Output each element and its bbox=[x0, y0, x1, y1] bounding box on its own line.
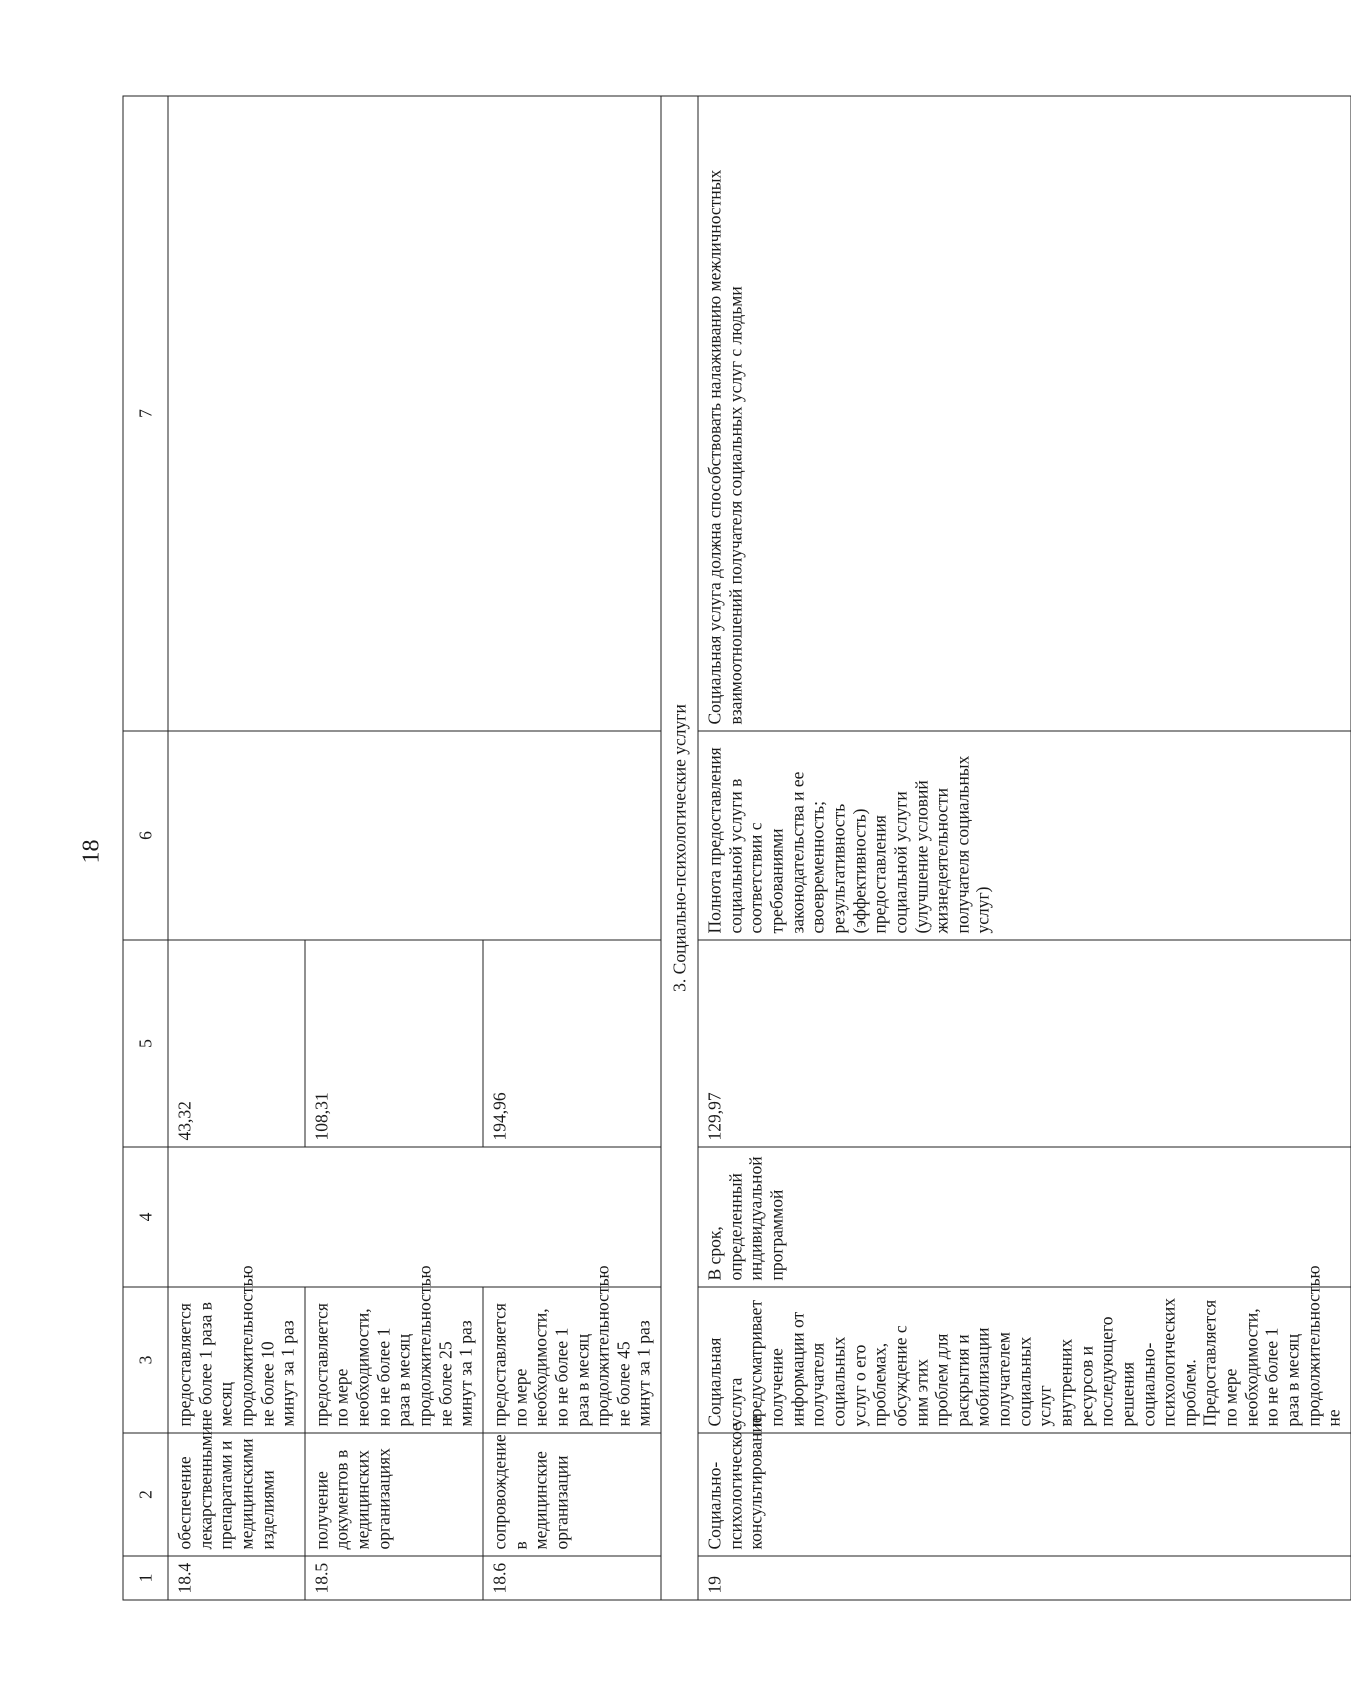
row-number: 18.4 bbox=[168, 1556, 305, 1600]
service-conditions: предоставляется не более 1 раза в месяц продолжительностью не более 10 минут за 1 раз bbox=[168, 1287, 305, 1433]
header-col-2: 2 bbox=[123, 1433, 168, 1556]
service-price: 194,96 bbox=[482, 940, 660, 1147]
header-col-3: 3 bbox=[123, 1287, 168, 1433]
header-col-1: 1 bbox=[123, 1556, 168, 1600]
service-conditions: Социальная услуга предусматривает получение информации от получателя социальных услуг о его проблемах, обсуждение с ним этих проблем для раскрытия и мобилизации получателем социальных услуг внутренних ресурсов и последующего решения социально-психологических проблем. Предоставляется по мере необходимости, но не более 1 раза в месяц продолжительностью не bbox=[698, 1287, 1351, 1433]
quality-indicators bbox=[168, 731, 661, 940]
service-name: обеспечение лекарственными препаратами и медицинскими изделиями bbox=[168, 1433, 305, 1556]
service-name: сопровождение в медицинские организации bbox=[482, 1433, 660, 1556]
row-number: 18.5 bbox=[304, 1556, 482, 1600]
row-number: 18.6 bbox=[482, 1556, 660, 1600]
page-number: 18 bbox=[78, 839, 105, 864]
header-col-4: 4 bbox=[123, 1147, 168, 1287]
service-term: В срок, определенный индивидуальной программой bbox=[698, 1147, 1351, 1287]
table-row bbox=[698, 96, 1351, 1600]
service-name: Социально-психологическое консультирование bbox=[698, 1433, 1351, 1556]
service-conditions: предоставляется по мере необходимости, но не более 1 раза в месяц продолжительностью не более 45 минут за 1 раз bbox=[482, 1287, 660, 1433]
services-table bbox=[122, 95, 1351, 1600]
service-price: 129,97 bbox=[698, 940, 1351, 1147]
service-price: 108,31 bbox=[304, 940, 482, 1147]
service-conditions: предоставляется по мере необходимости, но не более 1 раза в месяц продолжительностью не более 25 минут за 1 раз bbox=[304, 1287, 482, 1433]
table-row bbox=[168, 96, 305, 1600]
service-price: 43,32 bbox=[168, 940, 305, 1147]
service-name: получение документов в медицинских организациях bbox=[304, 1433, 482, 1556]
header-row bbox=[123, 96, 168, 1600]
section-title: 3. Социально-психологические услуги bbox=[661, 96, 698, 1600]
row-number: 19 bbox=[698, 1556, 1351, 1600]
services-table-wrap bbox=[122, 95, 1344, 1600]
quality-conditions bbox=[168, 96, 661, 731]
header-col-5: 5 bbox=[123, 940, 168, 1147]
quality-indicators: Полнота предоставления социальной услуги в соответствии с требованиями законодательства и ее своевременность; результативность (эффективность) предоставления социальной услуги (улучшение условий жизнедеятельности получателя социальных услуг) bbox=[698, 731, 1351, 940]
quality-conditions: Социальная услуга должна способствовать налаживанию межличностных взаимоотношений получателя социальных услуг с людьми bbox=[698, 96, 1351, 731]
service-term bbox=[304, 1147, 482, 1287]
service-term bbox=[482, 1147, 660, 1287]
header-col-6: 6 bbox=[123, 731, 168, 940]
header-col-7: 7 bbox=[123, 96, 168, 731]
section-row bbox=[661, 96, 698, 1600]
